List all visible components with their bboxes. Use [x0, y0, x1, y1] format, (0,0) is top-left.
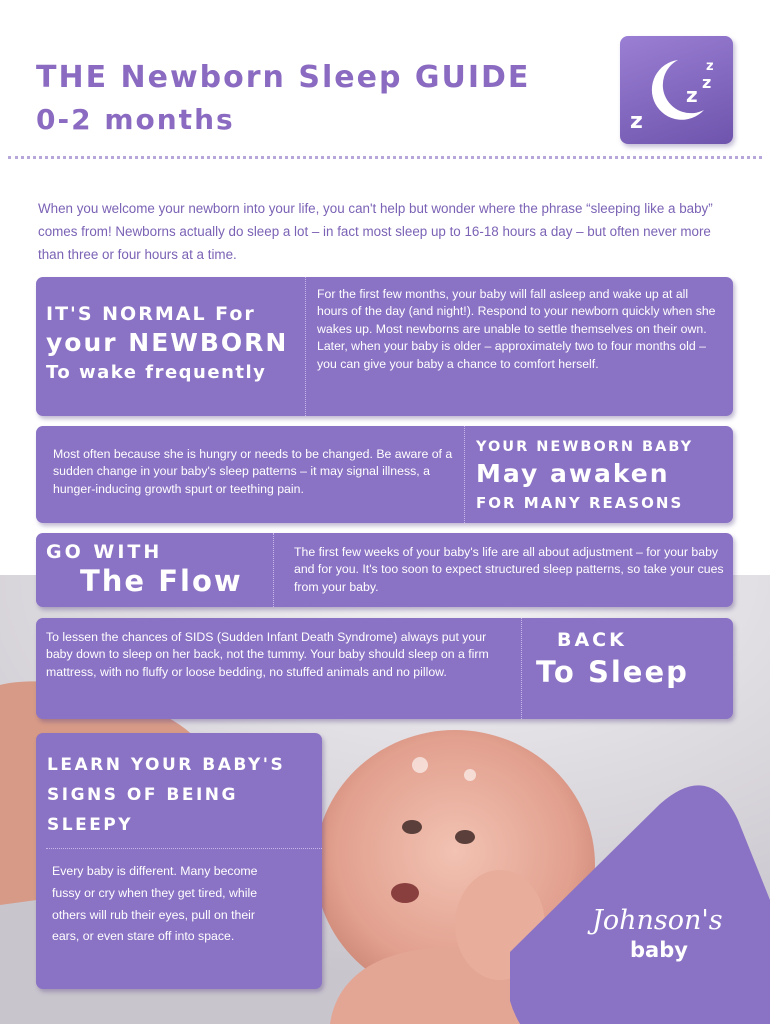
panel-go-with-flow	[36, 533, 733, 607]
panel-sleepy-signs	[36, 733, 322, 989]
guide-title: THE Newborn Sleep GUIDE	[36, 60, 531, 95]
panel-normal-divider	[305, 277, 306, 416]
panel-signs-heading-1: LEARN YOUR BABY'S	[47, 755, 286, 775]
zzz-moon-icon	[620, 36, 733, 144]
svg-text:z: z	[686, 83, 698, 107]
panel-may-awaken	[36, 426, 733, 523]
panel-awaken-heading-1: YOUR NEWBORN BABY	[476, 439, 694, 455]
panel-signs-heading-3: SLEEPY	[47, 815, 134, 835]
panel-flow-divider	[273, 533, 274, 607]
panel-awaken-body: Most often because she is hungry or needs to be changed. Be aware of a sudden change in your baby's sleep patterns – it may signal illness, a hunger-inducing growth spurt or teething pain.	[53, 447, 453, 496]
svg-text:z: z	[702, 73, 712, 92]
panel-normal-heading-3: To wake frequently	[46, 362, 267, 383]
panel-flow-heading-1: GO WITH	[46, 541, 163, 563]
panel-signs-divider	[46, 848, 322, 849]
panel-signs-body: Every baby is different. Many become fussy or cry when they get tired, while others will rub their eyes, pull on their ears, or even stare off into space.	[52, 864, 258, 944]
intro-paragraph: When you welcome your newborn into your life, you can't help but wonder where the phrase “sleeping like a baby” comes from! Newborns actually do sleep a lot – in fact most sleep up to 16-18 hours a day – but often never more than three or four hours at a time.	[38, 201, 713, 262]
panel-awaken-divider	[464, 426, 465, 523]
svg-text:z: z	[706, 59, 714, 74]
panel-normal-heading-2: your NEWBORN	[46, 328, 289, 357]
panel-flow-body: The first few weeks of your baby's life are all about adjustment – for your baby and for you. It's too soon to expect structured sleep patterns, so take your cues from your baby.	[294, 545, 724, 594]
panel-back-heading-2: To Sleep	[536, 655, 689, 689]
brand-logo-baby: baby	[630, 938, 688, 962]
brand-logo-johnsons: Johnson's	[592, 905, 723, 936]
svg-text:z: z	[630, 109, 643, 134]
panel-normal-body: For the first few months, your baby will fall asleep and wake up at all hours of the day (and night!). Respond to your newborn quickly when she wakes up. Most newborns are unable to settle themselves on their own. Later, when your baby is older – approximately two to four months old – you can give your baby a chance to comfort herself.	[317, 287, 716, 371]
panel-normal-waking	[36, 277, 733, 416]
panel-back-body: To lessen the chances of SIDS (Sudden Infant Death Syndrome) always put your baby down to sleep on her back, not the tummy. Your baby should sleep on a firm mattress, with no fluffy or loose bedding, no stuffed animals and no pillow.	[46, 630, 489, 679]
panel-back-divider	[521, 618, 522, 719]
guide-subtitle-age: 0-2 months	[36, 103, 235, 136]
panel-back-to-sleep	[36, 618, 733, 719]
header-divider	[8, 156, 762, 159]
panel-awaken-heading-3: FOR MANY REASONS	[476, 494, 684, 512]
panel-awaken-heading-2: May awaken	[476, 459, 670, 488]
panel-normal-heading-1: IT'S NORMAL For	[46, 303, 256, 325]
panel-flow-heading-2: The Flow	[80, 564, 243, 598]
panel-signs-heading-2: SIGNS OF BEING	[47, 785, 238, 805]
brand-corner-shape	[510, 780, 770, 1024]
panel-back-heading-1: BACK	[557, 629, 627, 651]
